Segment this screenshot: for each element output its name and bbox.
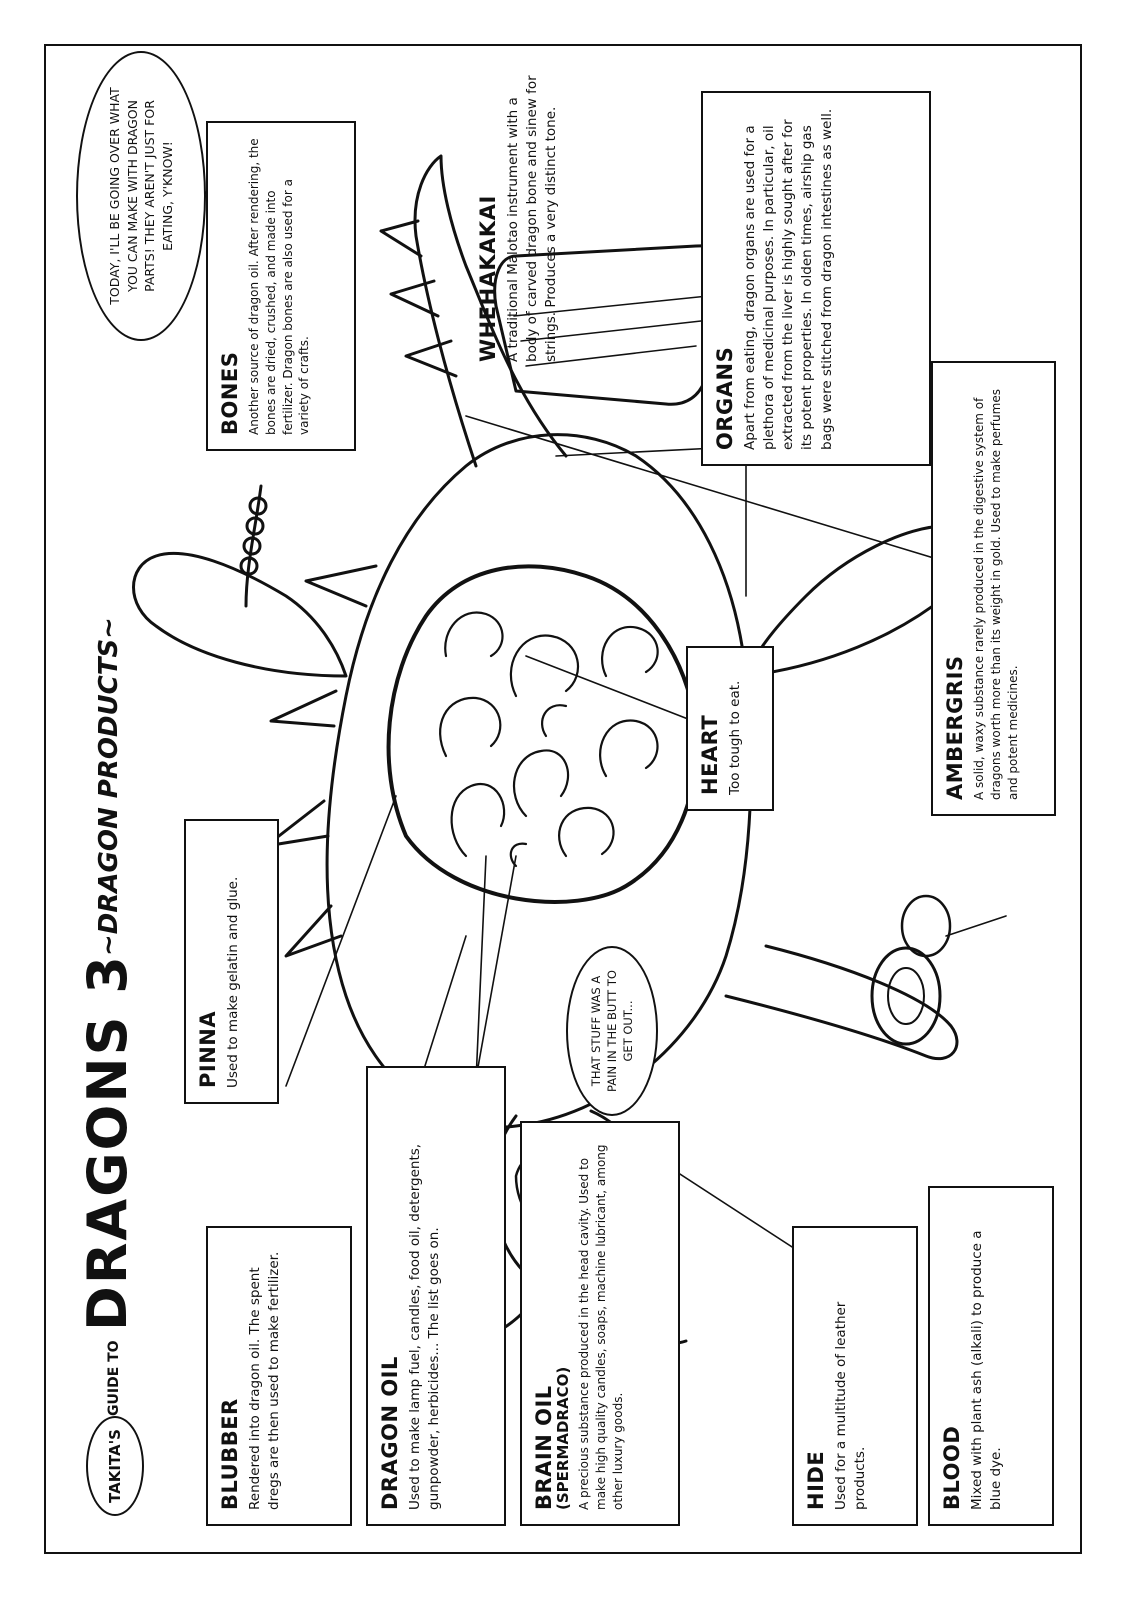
entry-ambergris-title: AMBERGRIS [943, 655, 967, 800]
entry-organs [701, 91, 931, 466]
entry-whehakakai-text: A traditional Malotao instrument with a body of carved dragon bone and sinew for strings. Produces a very distinct tone. [505, 75, 560, 362]
entry-pinna-title: PINNA [196, 1010, 220, 1088]
takita-badge: TAKITA'S [86, 1416, 144, 1516]
entry-ambergris [931, 361, 1056, 816]
page-frame [44, 44, 1082, 1554]
entry-pinna-text: Used to make gelatin and glue. [225, 876, 241, 1088]
entry-blood-text: Mixed with plant ash (alkali) to produce a blue dye. [969, 1230, 1005, 1510]
entry-hide-title: HIDE [804, 1450, 828, 1510]
entry-ambergris-text: A solid, waxy substance rarely produced in the digestive system of dragons worth more than its weight in gold. Used to make perfumes and potent medicines. [972, 389, 1020, 800]
guide-to-label: GUIDE TO [106, 1340, 122, 1416]
entry-bones-title: BONES [218, 351, 242, 435]
entry-brain-oil-subtitle: (SPERMADRACO) [554, 1366, 572, 1510]
entry-dragon-oil-title: DRAGON OIL [378, 1356, 402, 1510]
entry-heart [686, 646, 774, 811]
entry-blood-title: BLOOD [940, 1425, 964, 1510]
entry-dragon-oil [366, 1066, 506, 1526]
entry-brain-oil-title: BRAIN OIL [532, 1385, 556, 1510]
entry-organs-text: Apart from eating, dragon organs are used for a plethora of medicinal purposes. In particular, oil extracted from the liver is highly sought after for its potent properties. In olden times, airship gas bags were stitched from dragon intestines as well. [742, 108, 835, 450]
entry-whehakakai-title: WHEHAKAKAI [476, 195, 500, 362]
entry-brain-oil [520, 1121, 680, 1526]
page-subtitle: ~DRAGON PRODUCTS~ [94, 617, 124, 956]
intestines [440, 612, 658, 866]
entry-heart-text: Too tough to eat. [727, 680, 743, 795]
entry-organs-title: ORGANS [713, 346, 737, 450]
entry-blubber-text: Rendered into dragon oil. The spent dregs are then used to make fertilizer. [247, 1251, 283, 1510]
diagram-canvas [46, 46, 1084, 1556]
aside-speech-bubble: THAT STUFF WAS A PAIN IN THE BUTT TO GET OUT... [566, 946, 658, 1116]
dragon-fin-front [726, 946, 957, 1059]
entry-brain-oil-text: A precious substance produced in the head cavity. Used to make high quality candles, soaps, machine lubricant, among other luxury goods. [577, 1144, 625, 1510]
abdominal-cavity [389, 566, 697, 902]
entry-hide [792, 1226, 918, 1526]
page-title: DRAGONS 3 [76, 954, 139, 1331]
entry-bones [206, 121, 356, 451]
entry-hide-text: Used for a multitude of leather products. [833, 1301, 869, 1510]
entry-bones-text: Another source of dragon oil. After rendering, the bones are dried, crushed, and made into fertilizer. Dragon bones are also used for a variety of crafts. [247, 138, 312, 435]
dragon-fin-left [134, 553, 347, 676]
entry-whehakakai [466, 56, 626, 376]
entry-blood [928, 1186, 1054, 1526]
entry-blubber [206, 1226, 352, 1526]
entry-blubber-title: BLUBBER [218, 1398, 242, 1510]
narrator-speech-bubble: TODAY, I'LL BE GOING OVER WHAT YOU CAN MAKE WITH DRAGON PARTS! THEY AREN'T JUST FOR EATING, Y'KNOW! [76, 51, 206, 341]
entry-pinna [184, 819, 279, 1104]
entry-dragon-oil-text: Used to make lamp fuel, candles, food oil, detergents, gunpowder, herbicides... The list goes on. [407, 1143, 443, 1510]
entry-heart-title: HEART [698, 714, 722, 795]
